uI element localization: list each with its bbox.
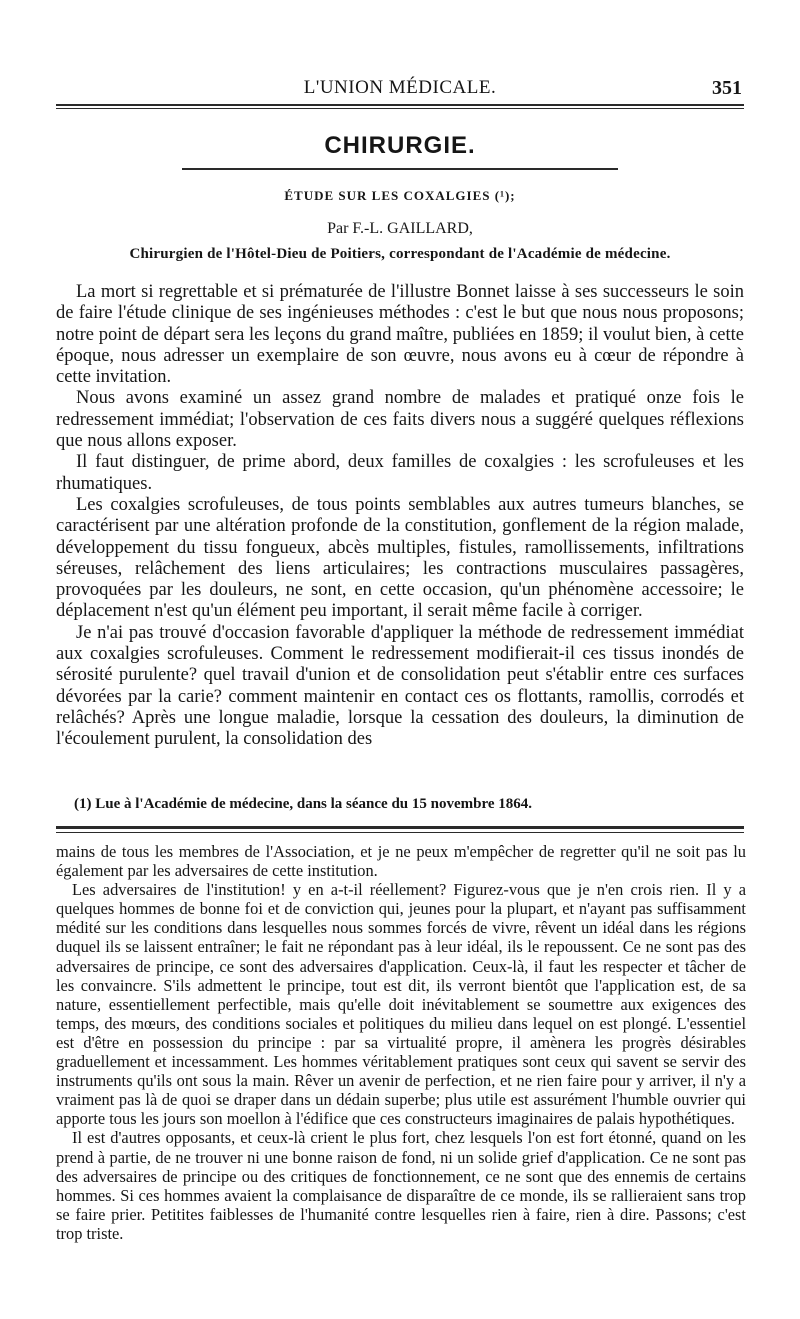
section-title: CHIRURGIE. <box>324 132 476 159</box>
header-rule-thin <box>56 108 744 109</box>
paragraph: Nous avons examiné un assez grand nombre de malades et pratiqué onze fois le redressement immédiat; l'observation de ces faits divers nous a suggéré quelques réflexions que nous allons exposer. <box>56 388 744 452</box>
paragraph: Il est d'autres opposants, et ceux-là crient le plus fort, chez lesquels l'on est fort étonné, quand on les prend à partie, de ne trouver ni une bonne raison de fond, ni un solide grief d'application. Ce ne sont pas des adversaires de principe ou des critiques de fonctionnement, ce ne sont que des ennemis de certains hommes. Si ces hommes avaient la complaisance de disparaître de ce monde, ils se rallieraient sans trop se faire prier. Petitites faiblesses de l'humanité contre lesquelles rien à faire, rien à dire. Passons; c'est trop triste. <box>56 1128 746 1243</box>
article-divider-thin <box>56 832 744 833</box>
header-rule <box>56 104 744 106</box>
footnote: (1) Lue à l'Académie de médecine, dans la séance du 15 novembre 1864. <box>74 796 533 812</box>
paragraph: Il faut distinguer, de prime abord, deux familles de coxalgies : les scrofuleuses et les rhumatiques. <box>56 452 744 494</box>
article-title: ÉTUDE SUR LES COXALGIES (¹); <box>284 188 516 203</box>
author-affiliation: Chirurgien de l'Hôtel-Dieu de Poitiers, correspondant de l'Académie de médecine. <box>129 246 671 262</box>
second-article-body <box>56 842 746 1243</box>
section-rule <box>182 168 618 170</box>
journal-title: L'UNION MÉDICALE. <box>303 77 497 98</box>
paragraph: Les adversaires de l'institution! y en a-t-il réellement? Figurez-vous que je n'en crois rien. Il y a quelques hommes de bonne foi et de conviction qui, jeunes pour la plupart, et n'ayant pas suffisamment médité sur les conditions dans lesquelles nous sommes forcés de vivre, rêvent un idéal dans les régions duquel ils se laissent entraîner; le fait ne répondant pas à leur idéal, ils le repoussent. Ce ne sont pas des adversaires de principe, ce sont des adversaires d'application. Ceux-là, il faut les respecter et tâcher de les convaincre. S'ils admettent le principe, tout est dit, ils verront bientôt que l'application est, de sa nature, essentiellement perfectible, mais qu'elle doit inévitablement se soumettre aux exigences des temps, des mœurs, des conditions sociales et politiques du milieu dans lequel on est plongé. L'essentiel est d'être en possession du principe : par sa virtualité propre, il amènera les progrès désirables graduellement et incessamment. Les hommes véritablement pratiques sont ceux qui savent se servir des instruments qu'ils ont sous la main. Rêver un avenir de perfection, et ne rien faire pour y arriver, il n'y a vraiment pas là de quoi se draper dans un dédain superbe; plus utile est assurément l'humble ouvrier qui apporte tous les jours son moellon à l'édifice que ces constructeurs imaginaires de palais hypothétiques. <box>56 880 746 1129</box>
article-body <box>56 282 744 751</box>
article-divider-thick <box>56 826 744 829</box>
paragraph: La mort si regrettable et si prématurée de l'illustre Bonnet laisse à ses successeurs le soin de faire l'étude clinique de ses ingénieuses méthodes : c'est le but que nous nous proposons; notre point de départ sera les leçons du grand maître, publiées en 1859; il voulut bien, à cette époque, nous adresser un exemplaire de son œuvre, nous avons eu à cœur de répondre à cette invitation. <box>56 282 744 388</box>
page-number: 351 <box>712 77 742 99</box>
paragraph: Les coxalgies scrofuleuses, de tous points semblables aux autres tumeurs blanches, se caractérisent par une altération profonde de la constitution, gonflement de la région malade, développement du tissu fongueux, abcès multiples, fistules, ramollissements, infiltrations séreuses, relâchement des liens articulaires; les contractions musculaires passagères, provoquées par les douleurs, ne sont, en cette occasion, qu'un phénomène accessoire; le déplacement n'est qu'un élément peu important, il serait même facile à corriger. <box>56 494 744 622</box>
paragraph: mains de tous les membres de l'Association, et je ne peux m'empêcher de regretter qu'il ne soit pas lu également par les adversaires de cette institution. <box>56 842 746 881</box>
article-author: Par F.-L. GAILLARD, <box>327 220 473 237</box>
paragraph: Je n'ai pas trouvé d'occasion favorable d'appliquer la méthode de redressement immédiat aux coxalgies scrofuleuses. Comment le redressement modifierait-il ces tissus inondés de sérosité purulente? quel travail d'union et de consolidation peut s'établir entre ces surfaces dévorées par la carie? comment maintenir en contact ces os flottants, ramollis, corrodés et relâchés? Après une longue maladie, lorsque la cessation des douleurs, la diminution de l'écoulement purulent, la consolidation des <box>56 622 744 750</box>
running-head <box>56 74 744 100</box>
